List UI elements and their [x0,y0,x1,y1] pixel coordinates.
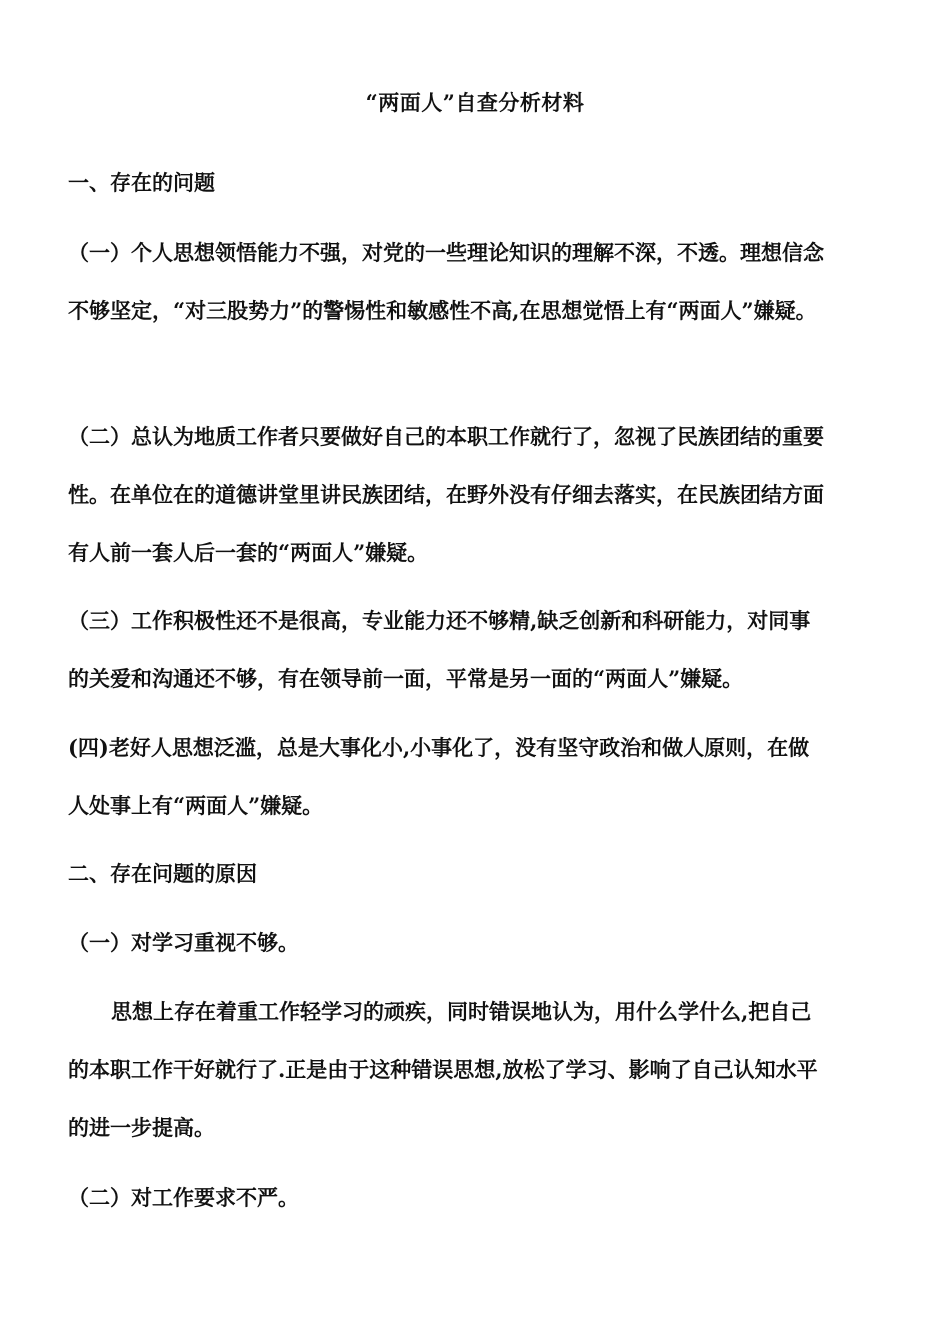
paragraph-line: 的进一步提高。 [68,1115,215,1140]
paragraph-line: （二）总认为地质工作者只要做好自己的本职工作就行了，忽视了民族团结的重要 [68,424,824,449]
section-heading-problems: 一、存在的问题 [68,170,215,195]
subsection-heading: （二）对工作要求不严。 [68,1185,299,1210]
paragraph-line: （三）工作积极性还不是很高，专业能力还不够精,缺乏创新和科研能力，对同事 [68,608,811,633]
paragraph-line: （一）个人思想领悟能力不强，对党的一些理论知识的理解不深，不透。理想信念 [68,240,824,265]
paragraph-line: 人处事上有“两面人”嫌疑。 [68,793,324,818]
paragraph-line: 思想上存在着重工作轻学习的顽疾，同时错误地认为，用什么学什么,把自己 [111,999,812,1024]
paragraph-line: 的关爱和沟通还不够，有在领导前一面，平常是另一面的“两面人”嫌疑。 [68,666,744,691]
paragraph-line: 不够坚定，“对三股势力”的警惕性和敏感性不高,在思想觉悟上有“两面人”嫌疑。 [68,298,817,323]
paragraph-line: 的本职工作干好就行了.正是由于这种错误思想,放松了学习、影响了自己认知水平 [68,1057,818,1082]
document-title: “两面人”自查分析材料 [365,90,585,115]
paragraph-line: (四)老好人思想泛滥，总是大事化小,小事化了，没有坚守政治和做人原则，在做 [68,735,810,760]
subsection-heading: （一）对学习重视不够。 [68,930,299,955]
paragraph-line: 有人前一套人后一套的“两面人”嫌疑。 [68,540,429,565]
section-heading-causes: 二、存在问题的原因 [68,861,257,886]
paragraph-line: 性。在单位在的道德讲堂里讲民族团结，在野外没有仔细去落实，在民族团结方面 [68,482,824,507]
